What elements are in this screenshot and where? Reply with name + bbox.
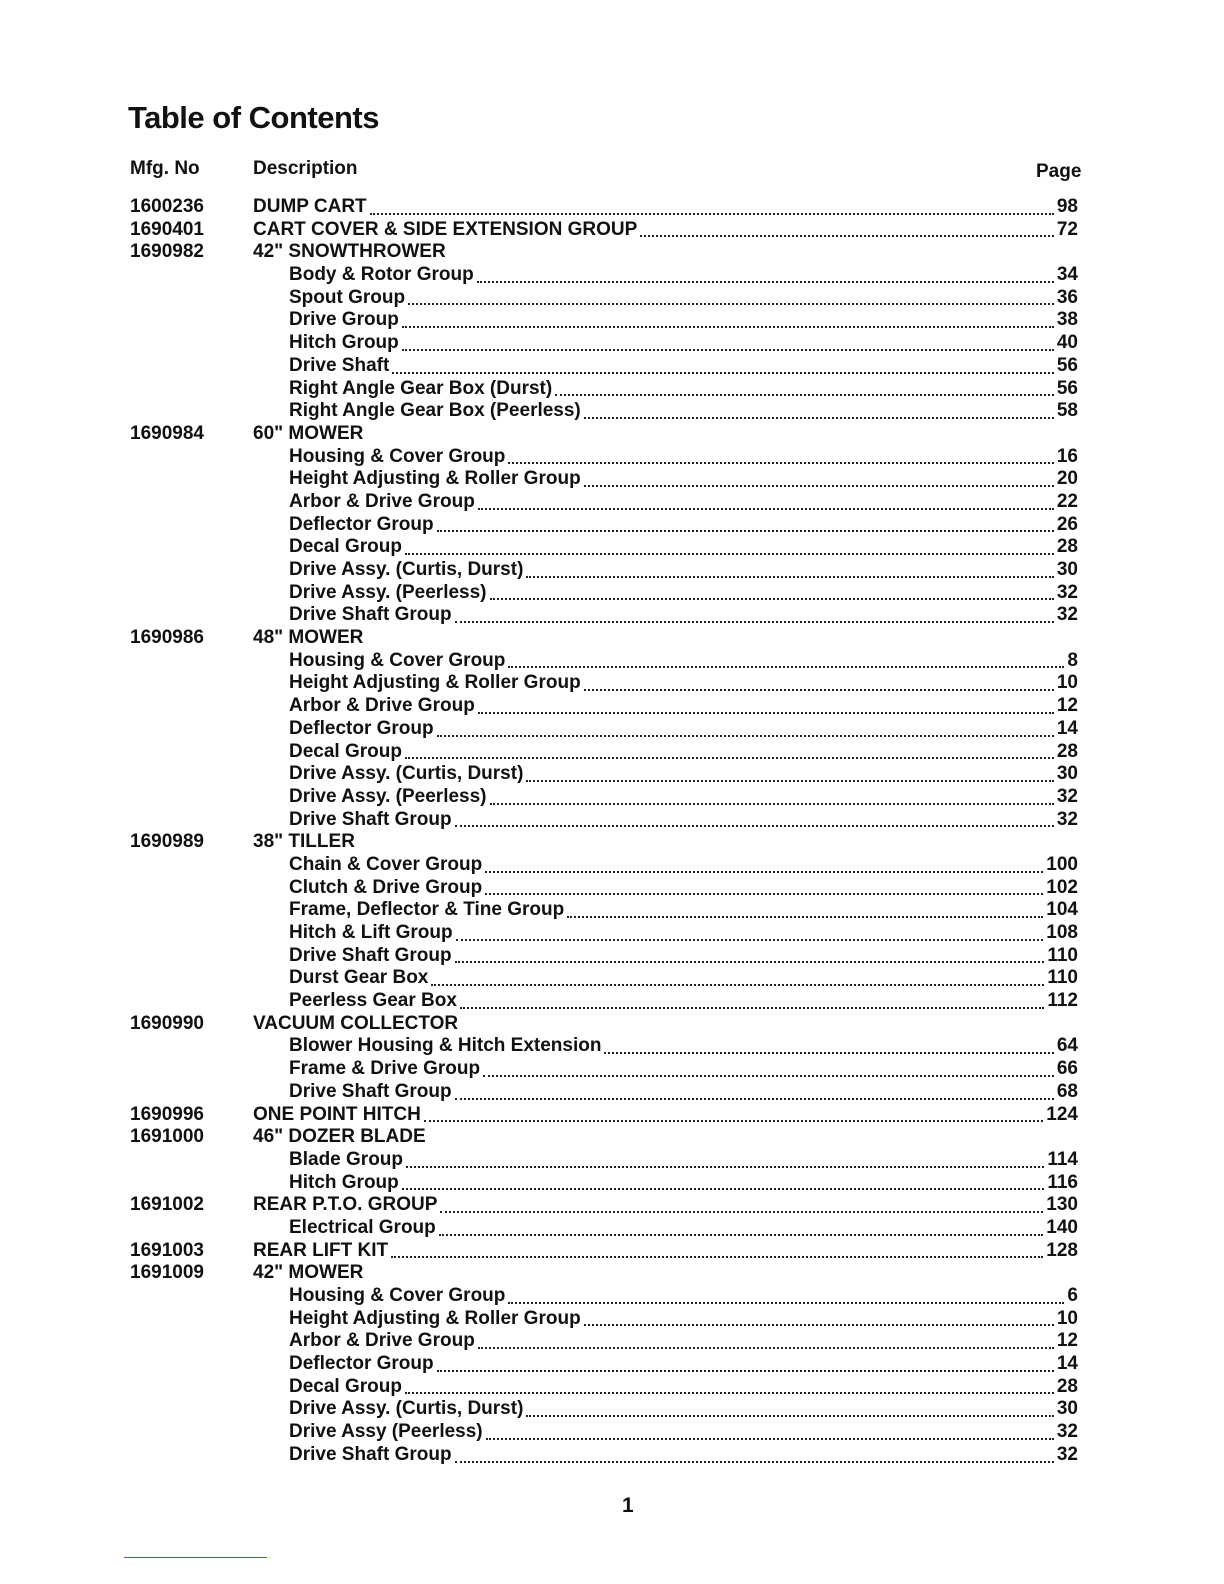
entry-description: CART COVER & SIDE EXTENSION GROUP [253, 218, 638, 240]
mfg-number: 1691009 [130, 1262, 204, 1284]
toc-row [0, 1013, 1224, 1036]
entry-description: Arbor & Drive Group [289, 695, 475, 717]
dot-leader [460, 1003, 1044, 1009]
dot-leader [391, 1252, 1043, 1258]
dot-leader [455, 1457, 1054, 1463]
entry-page-number: 28 [1056, 740, 1078, 762]
toc-row [0, 400, 1224, 423]
entry-page-number: 30 [1056, 1398, 1078, 1420]
toc-row [0, 1285, 1224, 1308]
dot-leader [455, 821, 1054, 827]
entry-description: Drive Shaft [289, 354, 390, 376]
toc-row [0, 582, 1224, 605]
entry-page-number: 58 [1056, 400, 1078, 422]
toc-row [0, 718, 1224, 741]
toc-entry[interactable] [289, 695, 1078, 718]
entry-description: 38" TILLER [253, 831, 355, 853]
entry-description: Right Angle Gear Box (Durst) [289, 377, 553, 399]
entry-description: Chain & Cover Group [289, 853, 483, 875]
dot-leader [455, 957, 1045, 963]
toc-row [0, 559, 1224, 582]
toc-row [0, 1149, 1224, 1172]
toc-entry[interactable] [289, 967, 1078, 990]
dot-leader [437, 1366, 1054, 1372]
entry-page-number: 6 [1067, 1285, 1078, 1306]
entry-page-number: 40 [1056, 332, 1078, 354]
toc-entry[interactable] [289, 559, 1078, 582]
entry-description: Decal Group [289, 536, 402, 558]
toc-entry[interactable] [289, 309, 1078, 332]
dot-leader [640, 231, 1054, 237]
dot-leader [490, 594, 1054, 600]
entry-description: Drive Assy (Peerless) [289, 1421, 483, 1443]
dot-leader [526, 776, 1053, 782]
dot-leader [490, 799, 1054, 805]
entry-description: Drive Assy. (Peerless) [289, 785, 487, 807]
toc-entry[interactable] [289, 604, 1078, 627]
dot-leader [478, 504, 1054, 510]
entry-page-number: 10 [1056, 672, 1078, 694]
entry-page-number: 112 [1047, 990, 1078, 1012]
dot-leader [483, 1071, 1054, 1077]
toc-row [0, 1194, 1224, 1217]
entry-description: Arbor & Drive Group [289, 490, 475, 512]
dot-leader [431, 980, 1044, 986]
dot-leader [526, 1411, 1053, 1417]
dot-leader [584, 1320, 1054, 1326]
entry-description: Height Adjusting & Roller Group [289, 1307, 581, 1329]
toc-row [0, 695, 1224, 718]
dot-leader [437, 526, 1054, 532]
entry-page-number: 116 [1047, 1171, 1078, 1193]
toc-entry[interactable] [289, 536, 1078, 559]
toc-entry[interactable] [289, 922, 1078, 945]
toc-group-heading[interactable] [253, 1013, 458, 1036]
dot-leader [440, 1207, 1043, 1213]
entry-description: Deflector Group [289, 717, 434, 739]
entry-page-number: 124 [1046, 1103, 1078, 1125]
dot-leader [402, 345, 1054, 351]
dot-leader [455, 617, 1054, 623]
dot-leader [439, 1230, 1044, 1236]
toc-row [0, 854, 1224, 877]
dot-leader [405, 753, 1054, 759]
toc-group-heading[interactable] [253, 241, 446, 264]
dot-leader [555, 390, 1054, 396]
entry-page-number: 110 [1047, 967, 1078, 989]
mfg-number: 1691000 [130, 1126, 204, 1148]
toc-row [0, 786, 1224, 809]
toc-row [0, 1240, 1224, 1263]
footer-rule [124, 1557, 267, 1558]
dot-leader [584, 481, 1054, 487]
toc-row [0, 1444, 1224, 1467]
toc-row [0, 468, 1224, 491]
toc-row [0, 877, 1224, 900]
toc-entry[interactable] [289, 582, 1078, 605]
entry-page-number: 68 [1056, 1080, 1078, 1102]
entry-description: Hitch & Lift Group [289, 922, 453, 943]
dot-leader [485, 867, 1043, 873]
toc-row [0, 922, 1224, 945]
toc-entry[interactable] [253, 1194, 1078, 1217]
toc-row [0, 378, 1224, 401]
toc-entry[interactable] [289, 1285, 1078, 1308]
entry-page-number: 22 [1056, 490, 1078, 512]
toc-entry[interactable] [289, 1444, 1078, 1467]
entry-description: Body & Rotor Group [289, 264, 474, 286]
dot-leader [405, 549, 1054, 555]
toc-entry[interactable] [289, 1217, 1078, 1240]
dot-leader [402, 1184, 1045, 1190]
entry-page-number: 140 [1046, 1216, 1078, 1238]
toc-row [0, 1126, 1224, 1149]
toc-row [0, 287, 1224, 310]
entry-page-number: 34 [1056, 264, 1078, 286]
mfg-number: 1690986 [130, 627, 204, 649]
toc-entry[interactable] [253, 1240, 1078, 1263]
dot-leader [456, 935, 1044, 941]
entry-description: Housing & Cover Group [289, 1285, 506, 1306]
entry-page-number: 28 [1056, 536, 1078, 558]
dot-leader [485, 889, 1043, 895]
entry-description: Drive Assy. (Curtis, Durst) [289, 1398, 524, 1420]
toc-entry[interactable] [289, 468, 1078, 491]
toc-entry[interactable] [289, 400, 1078, 423]
toc-row [0, 219, 1224, 242]
toc-entry[interactable] [289, 1149, 1078, 1172]
dot-leader [567, 912, 1043, 918]
toc-group-heading[interactable] [253, 831, 355, 854]
toc-entry[interactable] [289, 491, 1078, 514]
toc-entry[interactable] [289, 1376, 1078, 1399]
dot-leader [584, 413, 1054, 419]
toc-entry[interactable] [289, 264, 1078, 287]
toc-entry[interactable] [289, 1398, 1078, 1421]
entry-page-number: 28 [1056, 1375, 1078, 1397]
column-header-mfg: Mfg. No [130, 158, 200, 179]
entry-page-number: 110 [1047, 944, 1078, 966]
toc-entry[interactable] [289, 741, 1078, 764]
toc-entry[interactable] [289, 945, 1078, 968]
toc-entry[interactable] [253, 196, 1078, 219]
dot-leader [526, 572, 1053, 578]
toc-row [0, 1330, 1224, 1353]
toc-row [0, 241, 1224, 264]
entry-page-number: 10 [1056, 1307, 1078, 1329]
entry-description: Drive Shaft Group [289, 1080, 452, 1102]
entry-description: 48" MOWER [253, 627, 364, 649]
entry-page-number: 32 [1056, 604, 1078, 626]
toc-row [0, 309, 1224, 332]
entry-page-number: 36 [1056, 286, 1078, 308]
toc-entry[interactable] [289, 332, 1078, 355]
entry-description: Clutch & Drive Group [289, 876, 483, 898]
entry-page-number: 32 [1056, 1443, 1078, 1465]
toc-entry[interactable] [289, 1058, 1078, 1081]
column-header-description: Description [253, 158, 358, 179]
mfg-number: 1690996 [130, 1103, 204, 1125]
entry-description: Blade Group [289, 1148, 404, 1170]
toc-group-heading[interactable] [253, 1126, 426, 1149]
toc-entry[interactable] [289, 287, 1078, 310]
toc-row [0, 1058, 1224, 1081]
entry-description: 60" MOWER [253, 422, 364, 444]
toc-entry[interactable] [289, 786, 1078, 809]
entry-description: Housing & Cover Group [289, 649, 506, 671]
entry-page-number: 16 [1056, 445, 1078, 467]
toc-row [0, 423, 1224, 446]
entry-description: Blower Housing & Hitch Extension [289, 1035, 602, 1057]
entry-description: Decal Group [289, 1375, 402, 1397]
toc-row [0, 809, 1224, 832]
entry-description: Deflector Group [289, 1353, 434, 1375]
toc-row [0, 196, 1224, 219]
toc-entry[interactable] [289, 899, 1078, 922]
entry-description: Electrical Group [289, 1216, 436, 1238]
toc-entry[interactable] [289, 446, 1078, 469]
toc-entry[interactable] [289, 1308, 1078, 1331]
entry-description: Deflector Group [289, 513, 434, 535]
toc-row [0, 945, 1224, 968]
entry-description: Durst Gear Box [289, 967, 429, 989]
mfg-number: 1600236 [130, 196, 204, 217]
toc-row [0, 1172, 1224, 1195]
dot-leader [402, 322, 1054, 328]
toc-row [0, 1035, 1224, 1058]
dot-leader [478, 1343, 1054, 1349]
entry-description: REAR LIFT KIT [253, 1239, 389, 1261]
entry-page-number: 66 [1056, 1058, 1078, 1080]
page-number: 1 [622, 1494, 634, 1517]
entry-description: Frame & Drive Group [289, 1058, 481, 1080]
toc-entry[interactable] [253, 1104, 1078, 1127]
entry-description: Decal Group [289, 740, 402, 762]
dot-leader [478, 708, 1054, 714]
mfg-number: 1690984 [130, 422, 204, 444]
entry-description: Drive Group [289, 309, 399, 331]
entry-page-number: 108 [1046, 922, 1078, 943]
entry-description: 42" MOWER [253, 1262, 364, 1284]
entry-description: Drive Shaft Group [289, 604, 452, 626]
toc-entry[interactable] [289, 1081, 1078, 1104]
toc-entry[interactable] [289, 809, 1078, 832]
mfg-number: 1690401 [130, 218, 204, 240]
entry-page-number: 100 [1046, 853, 1078, 875]
toc-row [0, 1217, 1224, 1240]
toc-row [0, 264, 1224, 287]
entry-description: Arbor & Drive Group [289, 1330, 475, 1352]
toc-group-heading[interactable] [253, 627, 363, 650]
entry-page-number: 56 [1056, 354, 1078, 376]
toc-row [0, 831, 1224, 854]
toc-entry[interactable] [253, 219, 1078, 242]
entry-description: ONE POINT HITCH [253, 1103, 421, 1125]
dot-leader [405, 1388, 1054, 1394]
dot-leader [508, 662, 1064, 668]
toc-row [0, 491, 1224, 514]
entry-page-number: 128 [1046, 1239, 1078, 1261]
entry-description: Drive Shaft Group [289, 1443, 452, 1465]
entry-description: Spout Group [289, 286, 406, 308]
dot-leader [584, 685, 1054, 691]
mfg-number: 1691003 [130, 1239, 204, 1261]
column-header-page: Page [1036, 161, 1082, 182]
toc-row [0, 355, 1224, 378]
entry-description: Drive Shaft Group [289, 944, 452, 966]
entry-description: Drive Assy. (Curtis, Durst) [289, 763, 524, 785]
entry-description: Height Adjusting & Roller Group [289, 468, 581, 490]
toc-row [0, 446, 1224, 469]
toc-entry[interactable] [289, 1353, 1078, 1376]
toc-row [0, 627, 1224, 650]
entry-page-number: 30 [1056, 559, 1078, 580]
entry-page-number: 102 [1046, 876, 1078, 898]
toc-entry[interactable] [289, 1172, 1078, 1195]
dot-leader [424, 1116, 1043, 1122]
toc-row [0, 990, 1224, 1013]
toc-row [0, 899, 1224, 922]
entry-page-number: 56 [1056, 377, 1078, 399]
entry-page-number: 104 [1046, 899, 1078, 921]
entry-description: Hitch Group [289, 332, 399, 354]
entry-page-number: 30 [1056, 763, 1078, 785]
entry-description: DUMP CART [253, 196, 367, 217]
entry-description: Height Adjusting & Roller Group [289, 672, 581, 694]
entry-page-number: 14 [1056, 1353, 1078, 1375]
toc-entry[interactable] [289, 514, 1078, 537]
mfg-number: 1690989 [130, 831, 204, 853]
toc-entry[interactable] [289, 763, 1078, 786]
mfg-number: 1690982 [130, 241, 204, 263]
entry-page-number: 32 [1056, 785, 1078, 807]
entry-page-number: 114 [1047, 1148, 1078, 1170]
entry-page-number: 20 [1056, 468, 1078, 490]
toc-entry[interactable] [289, 1035, 1078, 1058]
entry-description: 42" SNOWTHROWER [253, 241, 446, 263]
toc-entry[interactable] [289, 378, 1078, 401]
toc-group-heading[interactable] [253, 1262, 363, 1285]
toc-row [0, 763, 1224, 786]
dot-leader [408, 299, 1054, 305]
toc-row [0, 332, 1224, 355]
entry-page-number: 98 [1056, 196, 1078, 217]
toc-row [0, 536, 1224, 559]
entry-description: Frame, Deflector & Tine Group [289, 899, 565, 921]
toc-row [0, 741, 1224, 764]
dot-leader [486, 1434, 1054, 1440]
toc-entry[interactable] [289, 854, 1078, 877]
toc-row [0, 1398, 1224, 1421]
toc-entry[interactable] [289, 1330, 1078, 1353]
entry-description: 46" DOZER BLADE [253, 1126, 426, 1148]
entry-description: REAR P.T.O. GROUP [253, 1194, 438, 1216]
entry-description: VACUUM COLLECTOR [253, 1012, 459, 1034]
entry-description: Drive Assy. (Curtis, Durst) [289, 559, 524, 580]
mfg-number: 1690990 [130, 1012, 204, 1034]
toc-row [0, 650, 1224, 673]
entry-page-number: 8 [1067, 649, 1078, 671]
entry-page-number: 38 [1056, 309, 1078, 331]
dot-leader [370, 209, 1054, 215]
dot-leader [392, 368, 1054, 374]
dot-leader [406, 1162, 1044, 1168]
toc-row [0, 1104, 1224, 1127]
toc-row [0, 1421, 1224, 1444]
toc-row [0, 1262, 1224, 1285]
dot-leader [455, 1094, 1054, 1100]
entry-page-number: 130 [1046, 1194, 1078, 1216]
toc-entry[interactable] [289, 718, 1078, 741]
dot-leader [508, 1298, 1064, 1304]
toc-row [0, 1308, 1224, 1331]
dot-leader [508, 458, 1053, 464]
entry-page-number: 64 [1056, 1035, 1078, 1057]
entry-page-number: 32 [1056, 581, 1078, 603]
entry-description: Drive Assy. (Peerless) [289, 581, 487, 603]
entry-page-number: 72 [1056, 218, 1078, 240]
toc-list [0, 196, 1224, 1467]
entry-description: Peerless Gear Box [289, 990, 457, 1012]
toc-entry[interactable] [289, 672, 1078, 695]
toc-group-heading[interactable] [253, 423, 363, 446]
mfg-number: 1691002 [130, 1194, 204, 1216]
toc-entry[interactable] [289, 877, 1078, 900]
dot-leader [604, 1048, 1053, 1054]
entry-page-number: 12 [1056, 1330, 1078, 1352]
entry-description: Right Angle Gear Box (Peerless) [289, 400, 581, 422]
toc-row [0, 1376, 1224, 1399]
toc-row [0, 604, 1224, 627]
toc-entry[interactable] [289, 990, 1078, 1013]
dot-leader [477, 277, 1054, 283]
toc-row [0, 967, 1224, 990]
entry-page-number: 12 [1056, 695, 1078, 717]
page-title: Table of Contents [128, 100, 379, 135]
entry-page-number: 26 [1056, 513, 1078, 535]
entry-description: Drive Shaft Group [289, 808, 452, 830]
entry-page-number: 14 [1056, 717, 1078, 739]
toc-entry[interactable] [289, 650, 1078, 673]
entry-description: Housing & Cover Group [289, 445, 506, 467]
toc-entry[interactable] [289, 1421, 1078, 1444]
entry-page-number: 32 [1056, 808, 1078, 830]
toc-row [0, 514, 1224, 537]
dot-leader [437, 731, 1054, 737]
toc-row [0, 672, 1224, 695]
toc-row [0, 1081, 1224, 1104]
toc-entry[interactable] [289, 355, 1078, 378]
toc-row [0, 1353, 1224, 1376]
entry-description: Hitch Group [289, 1171, 399, 1193]
entry-page-number: 32 [1056, 1421, 1078, 1443]
